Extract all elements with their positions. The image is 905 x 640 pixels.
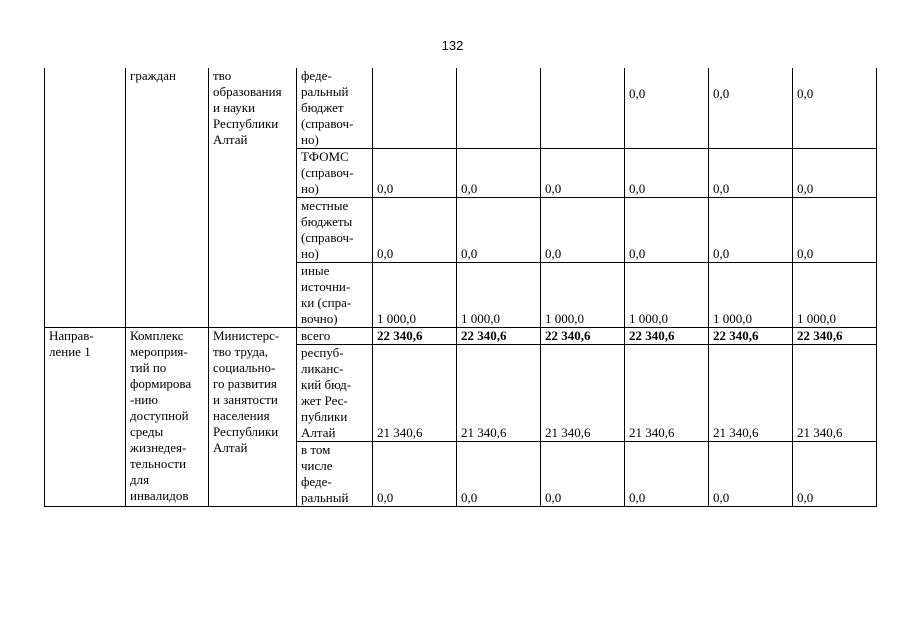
source-cell-line: ки (спра- bbox=[301, 295, 352, 310]
measure-cell-line: -нию bbox=[130, 392, 158, 407]
source-cell bbox=[297, 263, 373, 328]
value-cell: 0,0 bbox=[373, 442, 457, 507]
value-cell: 22 340,6 bbox=[625, 328, 709, 345]
value-cell: 0,0 bbox=[709, 198, 793, 263]
measure-cell-line: мероприя- bbox=[130, 344, 188, 359]
source-cell-line: источни- bbox=[301, 279, 351, 294]
value-cell: 0,0 bbox=[625, 198, 709, 263]
source-cell-line: бюджет bbox=[301, 100, 344, 115]
source-cell-line: феде- bbox=[301, 68, 332, 83]
value-cell: 0,0 bbox=[709, 149, 793, 198]
measure-cell-line: жизнедея- bbox=[130, 440, 187, 455]
value-cell bbox=[541, 68, 625, 149]
budget-table bbox=[44, 68, 877, 507]
source-cell-line: Алтай bbox=[301, 425, 336, 440]
source-cell-line: феде- bbox=[301, 474, 332, 489]
value-cell: 1 000,0 bbox=[793, 263, 877, 328]
measure-cell-line: формирова bbox=[130, 376, 192, 391]
source-cell-line: (справоч- bbox=[301, 165, 354, 180]
value-cell: 0,0 bbox=[541, 149, 625, 198]
value-cell: 21 340,6 bbox=[793, 345, 877, 442]
executor-cell-line: го развития bbox=[213, 376, 277, 391]
source-cell-line: иные bbox=[301, 263, 330, 278]
executor-cell-line: Республики bbox=[213, 424, 279, 439]
source-cell bbox=[297, 149, 373, 198]
source-cell-line: бюджеты bbox=[301, 214, 353, 229]
source-cell bbox=[297, 328, 373, 345]
source-cell-line: в том bbox=[301, 442, 331, 457]
source-cell bbox=[297, 198, 373, 263]
executor-cell-line: Алтай bbox=[213, 132, 248, 147]
source-cell bbox=[297, 345, 373, 442]
value-cell: 0,0 bbox=[793, 68, 877, 149]
measure-cell-line: Комплекс bbox=[130, 328, 184, 343]
value-cell bbox=[373, 68, 457, 149]
measure-cell-line: тий по bbox=[130, 360, 167, 375]
measure-cell-line: для bbox=[130, 472, 150, 487]
value-cell: 0,0 bbox=[709, 442, 793, 507]
source-cell-line: числе bbox=[301, 458, 333, 473]
measure-cell-line: тельности bbox=[130, 456, 187, 471]
measure-cell bbox=[126, 328, 209, 507]
value-cell: 1 000,0 bbox=[709, 263, 793, 328]
value-cell: 21 340,6 bbox=[625, 345, 709, 442]
value-cell: 1 000,0 bbox=[625, 263, 709, 328]
value-cell: 0,0 bbox=[541, 198, 625, 263]
value-cell: 22 340,6 bbox=[457, 328, 541, 345]
executor-cell bbox=[209, 328, 297, 507]
source-cell bbox=[297, 442, 373, 507]
source-cell-line: респуб- bbox=[301, 345, 344, 360]
source-cell-line: но) bbox=[301, 132, 319, 147]
value-cell: 22 340,6 bbox=[541, 328, 625, 345]
measure-cell bbox=[126, 68, 209, 328]
measure-cell-line: инвалидов bbox=[130, 488, 189, 503]
value-cell: 21 340,6 bbox=[373, 345, 457, 442]
value-cell: 22 340,6 bbox=[373, 328, 457, 345]
source-cell-line: (справоч- bbox=[301, 230, 354, 245]
executor-cell-line: тво bbox=[213, 68, 232, 83]
value-cell: 1 000,0 bbox=[373, 263, 457, 328]
source-cell-line: ликанс- bbox=[301, 361, 344, 376]
source-cell-line: кий бюд- bbox=[301, 377, 352, 392]
value-cell: 0,0 bbox=[373, 198, 457, 263]
source-cell-line: вочно) bbox=[301, 311, 338, 326]
source-cell-line: ральный bbox=[301, 490, 349, 505]
table-row bbox=[45, 328, 877, 345]
source-cell-line: (справоч- bbox=[301, 116, 354, 131]
value-cell: 1 000,0 bbox=[541, 263, 625, 328]
executor-cell-line: социально- bbox=[213, 360, 276, 375]
page-number: 132 bbox=[441, 38, 464, 53]
value-cell: 0,0 bbox=[457, 149, 541, 198]
value-cell: 21 340,6 bbox=[457, 345, 541, 442]
value-cell: 0,0 bbox=[457, 442, 541, 507]
table-row bbox=[45, 68, 877, 149]
value-cell: 0,0 bbox=[625, 442, 709, 507]
source-cell-line: ральный bbox=[301, 84, 349, 99]
source-cell bbox=[297, 68, 373, 149]
value-cell: 0,0 bbox=[793, 442, 877, 507]
executor-cell-line: населения bbox=[213, 408, 270, 423]
source-cell-line: ТФОМС bbox=[301, 149, 349, 164]
executor-cell-line: Республики bbox=[213, 116, 279, 131]
source-cell-line: жет Рес- bbox=[301, 393, 348, 408]
value-cell: 0,0 bbox=[373, 149, 457, 198]
value-cell: 0,0 bbox=[625, 68, 709, 149]
source-cell-line: но) bbox=[301, 181, 319, 196]
direction-cell bbox=[45, 68, 126, 328]
value-cell: 21 340,6 bbox=[541, 345, 625, 442]
value-cell: 0,0 bbox=[793, 198, 877, 263]
measure-cell-line: доступной bbox=[130, 408, 189, 423]
value-cell: 0,0 bbox=[541, 442, 625, 507]
direction-cell-line: ление 1 bbox=[49, 344, 91, 359]
measure-cell-line: граждан bbox=[130, 68, 176, 83]
measure-cell-line: среды bbox=[130, 424, 164, 439]
source-cell-line: но) bbox=[301, 246, 319, 261]
value-cell bbox=[457, 68, 541, 149]
value-cell: 22 340,6 bbox=[709, 328, 793, 345]
value-cell: 0,0 bbox=[793, 149, 877, 198]
direction-cell-line: Направ- bbox=[49, 328, 94, 343]
source-cell-line: публики bbox=[301, 409, 348, 424]
value-cell: 1 000,0 bbox=[457, 263, 541, 328]
executor-cell-line: Министерс- bbox=[213, 328, 280, 343]
value-cell: 0,0 bbox=[709, 68, 793, 149]
direction-cell bbox=[45, 328, 126, 507]
value-cell: 0,0 bbox=[625, 149, 709, 198]
executor-cell-line: Алтай bbox=[213, 440, 248, 455]
source-cell-line: всего bbox=[301, 328, 331, 343]
executor-cell-line: образования bbox=[213, 84, 282, 99]
executor-cell-line: и занятости bbox=[213, 392, 278, 407]
executor-cell bbox=[209, 68, 297, 328]
executor-cell-line: тво труда, bbox=[213, 344, 268, 359]
executor-cell-line: и науки bbox=[213, 100, 256, 115]
value-cell: 0,0 bbox=[457, 198, 541, 263]
value-cell: 21 340,6 bbox=[709, 345, 793, 442]
source-cell-line: местные bbox=[301, 198, 349, 213]
value-cell: 22 340,6 bbox=[793, 328, 877, 345]
